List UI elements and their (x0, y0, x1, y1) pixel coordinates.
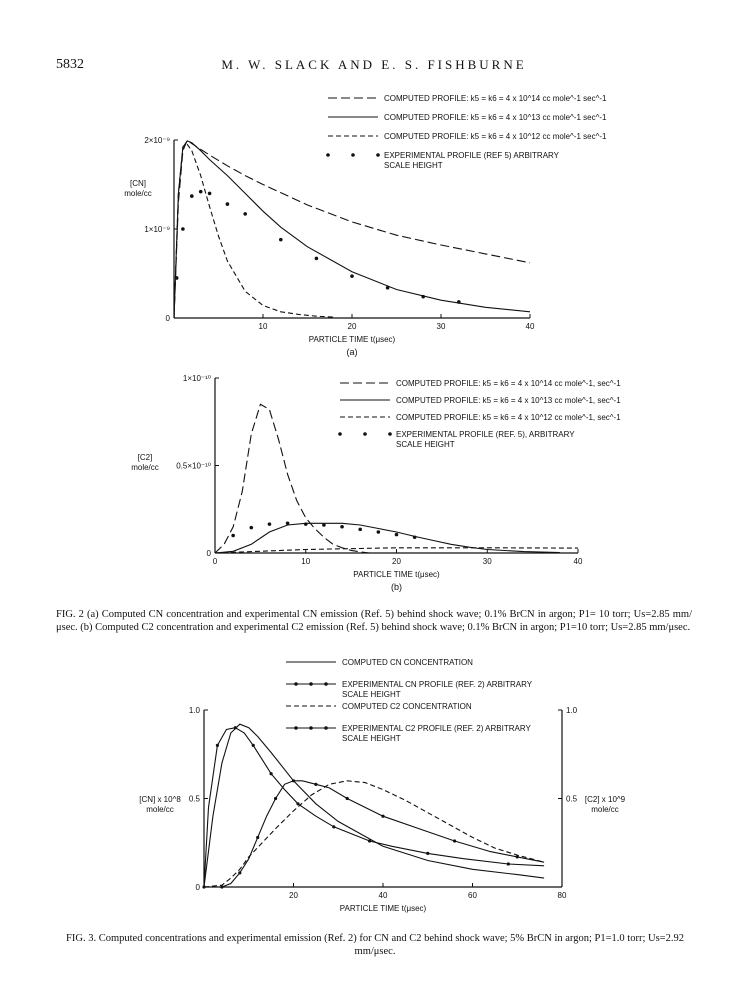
fig3-series-marker (216, 744, 219, 747)
fig3-series-marker (252, 744, 255, 747)
fig3-series-marker (274, 797, 277, 800)
fig2b-data-point (413, 535, 417, 539)
fig3-legend-label-cont: SCALE HEIGHT (342, 734, 401, 743)
fig2a-data-point (190, 194, 194, 198)
fig2b-legend-dot (363, 432, 367, 436)
fig3-series-marker (220, 885, 223, 888)
fig3-y-tick-label-right: 1.0 (566, 706, 578, 715)
fig2a-data-point (226, 202, 230, 206)
fig2a-legend-label: EXPERIMENTAL PROFILE (REF 5) ARBITRARY (384, 151, 559, 160)
fig2a-x-tick-label: 30 (436, 322, 446, 331)
fig2b-data-point (250, 526, 254, 530)
fig3-legend-marker (324, 682, 328, 686)
fig3-series-marker (234, 726, 237, 729)
fig2b-series-line (215, 523, 560, 553)
fig3-series-marker (292, 779, 295, 782)
fig2b-data-point (358, 528, 362, 532)
fig2a-legend-dot (326, 153, 330, 157)
fig3-legend-marker (324, 726, 328, 730)
page-number: 5832 (56, 57, 84, 72)
fig2b-legend-label: COMPUTED PROFILE: k5 = k6 = 4 x 10^12 cc mole^-1, sec^-1 (396, 413, 621, 422)
fig2a-legend-dot (351, 153, 355, 157)
fig2a-series-line (174, 140, 530, 318)
fig2b-data-point (340, 525, 344, 529)
fig3-legend-marker (309, 726, 313, 730)
fig2b-data-point (268, 522, 272, 526)
fig2b-panel-label: (b) (391, 582, 402, 592)
fig2b-data-point (395, 533, 399, 537)
fig3-series-line (204, 728, 544, 887)
fig3-x-tick-label: 80 (557, 891, 567, 900)
fig2a-data-point (243, 212, 247, 216)
fig2b-y-label-unit: mole/cc (131, 463, 159, 472)
fig2b-data-point (304, 522, 308, 526)
fig3-series-marker (507, 862, 510, 865)
fig3-series-marker (381, 815, 384, 818)
fig3-x-tick-label: 40 (378, 891, 388, 900)
fig2a-x-tick-label: 40 (525, 322, 535, 331)
fig2a-data-point (199, 190, 203, 194)
fig2b-data-point (231, 534, 235, 538)
fig3-y-label: [CN] x 10^8 (139, 795, 181, 804)
fig2a-data-point (279, 238, 283, 242)
fig3-series-marker (296, 802, 299, 805)
fig2b-y-tick-label: 0 (206, 549, 211, 558)
fig2a-legend-label: COMPUTED PROFILE: k5 = k6 = 4 x 10^14 cc mole^-1 sec^-1 (384, 94, 607, 103)
fig2b-legend-label-cont: SCALE HEIGHT (396, 440, 455, 449)
fig3-x-tick-label: 60 (468, 891, 477, 900)
fig2a-data-point (421, 295, 425, 299)
fig3-legend-label: COMPUTED C2 CONCENTRATION (342, 702, 472, 711)
fig3-legend-marker (294, 682, 298, 686)
fig2b-x-tick-label: 0 (212, 557, 218, 566)
fig3-x-tick-label: 20 (289, 891, 298, 900)
fig3-series-marker (368, 839, 371, 842)
fig3-series-marker (256, 836, 259, 839)
fig2a-series-line (174, 141, 530, 318)
fig2a-legend-label: COMPUTED PROFILE: k5 = k6 = 4 x 10^12 cc mole^-1 sec^-1 (384, 132, 607, 141)
fig2a-y-tick-label: 2×10⁻⁹ (144, 136, 170, 145)
fig2a-y-tick-label: 1×10⁻⁹ (144, 225, 170, 234)
running-header: M. W. SLACK AND E. S. FISHBURNE (221, 57, 527, 72)
fig2a-data-point (181, 227, 185, 231)
fig3-legend-label: EXPERIMENTAL CN PROFILE (REF. 2) ARBITRARY (342, 680, 533, 689)
fig2a-x-tick-label: 20 (347, 322, 357, 331)
fig2a-data-point (457, 300, 461, 304)
fig3-y-tick-label-right: 0.5 (566, 794, 578, 804)
fig2a-data-point (350, 274, 354, 278)
fig2b-x-tick-label: 20 (392, 557, 401, 566)
fig3-legend-marker (309, 682, 313, 686)
fig2b-x-tick-label: 40 (573, 557, 583, 566)
fig3-series-marker (238, 871, 241, 874)
fig3-legend-marker (294, 726, 298, 730)
fig3-series-marker (426, 852, 429, 855)
fig3-y-label-right: [C2] x 10^9 (584, 795, 626, 804)
fig2b-x-tick-label: 10 (301, 557, 311, 566)
fig3-y-tick-label: 1.0 (188, 706, 200, 715)
fig2b-data-point (322, 523, 326, 527)
fig2a-series-line (174, 145, 334, 319)
fig3-series-marker (270, 772, 273, 775)
fig2b-x-label: PARTICLE TIME t(μsec) (353, 570, 440, 579)
fig2b-legend-dot (338, 432, 342, 436)
fig3-series-marker (314, 783, 317, 786)
fig3-series-marker (453, 839, 456, 842)
fig2a-data-point (386, 286, 390, 290)
fig2a-x-label: PARTICLE TIME t(μsec) (308, 335, 396, 344)
fig2b-legend-label: COMPUTED PROFILE: k5 = k6 = 4 x 10^14 cc mole^-1, sec^-1 (396, 379, 621, 388)
fig2b-series-line (215, 404, 369, 553)
fig3-series-marker (332, 825, 335, 828)
fig3-series-line (204, 781, 544, 887)
fig3-y-label-unit: mole/cc (146, 805, 174, 814)
fig3-legend-label: COMPUTED CN CONCENTRATION (342, 658, 473, 667)
fig3-legend-label-cont: SCALE HEIGHT (342, 690, 401, 699)
fig3-x-label: PARTICLE TIME t(μsec) (339, 904, 427, 913)
fig2a-x-tick-label: 10 (258, 322, 268, 331)
fig3-y-tick-label: 0.5 (188, 794, 200, 804)
fig3-y-tick-label: 0 (195, 883, 200, 892)
fig2b-x-tick-label: 30 (482, 557, 492, 566)
fig2a-legend-label-cont: SCALE HEIGHT (384, 161, 443, 170)
fig2b-data-point (377, 530, 381, 534)
fig2b-y-tick-label: 1×10⁻¹⁰ (182, 374, 211, 383)
fig2a-y-tick-label: 0 (165, 314, 170, 323)
fig2a-legend-dot (376, 153, 380, 157)
fig2b-y-label: [C2] (137, 453, 153, 462)
fig2b-legend-label: COMPUTED PROFILE: k5 = k6 = 4 x 10^13 cc mole^-1, sec^-1 (396, 396, 621, 405)
fig3-series-marker (516, 855, 519, 858)
fig2b-legend-label: EXPERIMENTAL PROFILE (REF. 5), ARBITRARY (396, 430, 575, 439)
fig3-legend-label: EXPERIMENTAL C2 PROFILE (REF. 2) ARBITRARY (342, 724, 531, 733)
fig2a-y-label-unit: mole/cc (124, 189, 152, 198)
fig2a-panel-label: (a) (346, 347, 358, 357)
fig2a-data-point (208, 192, 212, 196)
fig2b-y-tick-label: 0.5×10⁻¹⁰ (176, 461, 211, 471)
fig3-series-marker (346, 797, 349, 800)
fig2a-data-point (315, 257, 319, 261)
figure-2-caption: FIG. 2 (a) Computed CN concentration and experimental CN emission (Ref. 5) behind shock wave; 0.1% BrCN in argon; P1= 10 torr; Us=2.85 mm/μsec. (b) Computed C2 concentration and experimental C2 emission (Ref. 5) behind shock wave; 0.1% BrCN in argon; P1=10 torr; Us=2.85 mm/μsec. (56, 609, 692, 633)
fig2a-y-label: [CN] (130, 179, 146, 188)
fig2b-data-point (286, 521, 290, 525)
fig2a-legend-label: COMPUTED PROFILE: k5 = k6 = 4 x 10^13 cc mole^-1 sec^-1 (384, 113, 607, 122)
fig2a-data-point (175, 276, 179, 280)
fig3-y-label-right-unit: mole/cc (591, 805, 619, 814)
figure-3-caption: FIG. 3. Computed concentrations and experimental emission (Ref. 2) for CN and C2 behind shock wave; 5% BrCN in argon; P1=1.0 torr; Us=2.92 mm/μsec. (66, 933, 684, 957)
fig2b-legend-dot (388, 432, 392, 436)
